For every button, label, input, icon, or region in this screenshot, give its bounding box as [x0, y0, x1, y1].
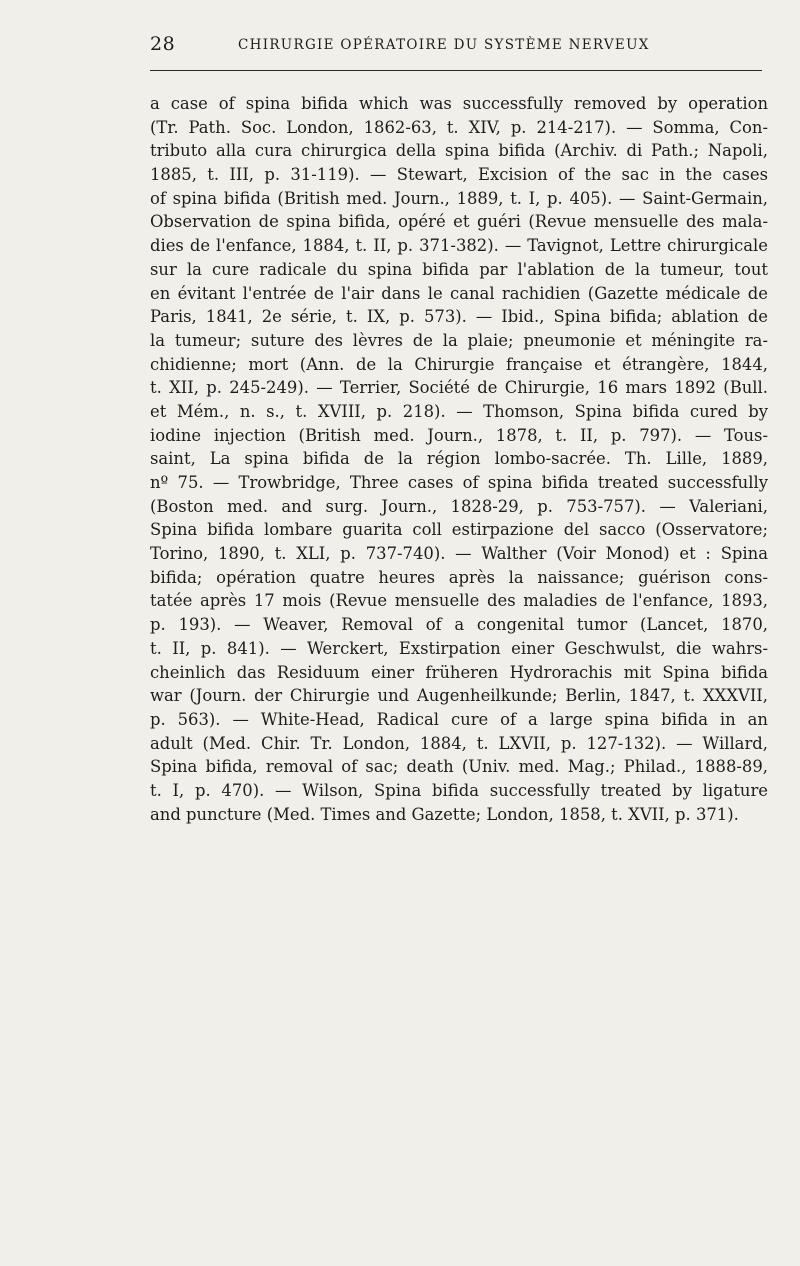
text-line: of spina bifida (British med. Journ., 1889, t. I, p. 405). — Saint-Germain, — [150, 188, 768, 208]
text-line: Paris, 1841, 2e série, t. IX, p. 573). — Ibid., Spina bifida; ablation de — [150, 307, 768, 327]
text-line: dies de l'enfance, 1884, t. II, p. 371-382). — Tavignot, Lettre chirurgicale — [150, 236, 768, 256]
running-title: CHIRURGIE OPÉRATOIRE DU SYSTÈME NERVEUX — [238, 37, 650, 53]
text-line: la tumeur; suture des lèvres de la plaie; pneumonie et méningite ra- — [150, 330, 768, 350]
text-line: 1885, t. III, p. 31-119). — Stewart, Excision of the sac in the cases — [150, 165, 768, 185]
page-number: 28 — [150, 33, 176, 55]
text-line: en évitant l'entrée de l'air dans le canal rachidien (Gazette médicale de — [150, 283, 768, 303]
header-rule — [150, 70, 762, 71]
text-line: (Tr. Path. Soc. London, 1862-63, t. XIV, p. 214-217). — Somma, Con- — [150, 117, 768, 137]
bibliography-text — [150, 92, 768, 826]
text-line: bifida; opération quatre heures après la naissance; guérison cons- — [150, 567, 768, 587]
text-line: (Boston med. and surg. Journ., 1828-29, p. 753-757). — Valeriani, — [150, 496, 768, 516]
text-line: tatée après 17 mois (Revue mensuelle des maladies de l'enfance, 1893, — [150, 591, 768, 611]
text-line: p. 193). — Weaver, Removal of a congenital tumor (Lancet, 1870, — [150, 615, 768, 635]
text-line: Spina bifida lombare guarita coll estirpazione del sacco (Osservatore; — [150, 520, 768, 540]
text-line: war (Journ. der Chirurgie und Augenheilkunde; Berlin, 1847, t. XXXVII, — [150, 686, 768, 706]
text-line: a case of spina bifida which was successfully removed by operation — [150, 94, 768, 113]
text-line: adult (Med. Chir. Tr. London, 1884, t. LXVII, p. 127-132). — Willard, — [150, 733, 768, 753]
text-line: tributo alla cura chirurgica della spina bifida (Archiv. di Path.; Napoli, — [150, 141, 768, 161]
text-line: Observation de spina bifida, opéré et guéri (Revue mensuelle des mala- — [150, 212, 768, 232]
text-line: and puncture (Med. Times and Gazette; London, 1858, t. XVII, p. 371). — [150, 804, 739, 824]
page-header — [150, 32, 762, 56]
text-line: saint, La spina bifida de la région lombo-sacrée. Th. Lille, 1889, — [150, 449, 768, 469]
text-line: et Mém., n. s., t. XVIII, p. 218). — Thomson, Spina bifida cured by — [150, 401, 768, 421]
text-line: sur la cure radicale du spina bifida par l'ablation de la tumeur, tout — [150, 259, 768, 279]
text-line: t. XII, p. 245-249). — Terrier, Société de Chirurgie, 16 mars 1892 (Bull. — [150, 378, 768, 398]
text-line: t. I, p. 470). — Wilson, Spina bifida successfully treated by ligature — [150, 780, 768, 800]
text-line: chidienne; mort (Ann. de la Chirurgie française et étrangère, 1844, — [150, 354, 768, 374]
text-line: Spina bifida, removal of sac; death (Univ. med. Mag.; Philad., 1888-89, — [150, 757, 768, 777]
text-line: cheinlich das Residuum einer früheren Hydrorachis mit Spina bifida — [150, 662, 768, 682]
text-line: p. 563). — White-Head, Radical cure of a large spina bifida in an — [150, 709, 768, 729]
text-line: iodine injection (British med. Journ., 1878, t. II, p. 797). — Tous- — [150, 425, 768, 445]
text-line: Torino, 1890, t. XLI, p. 737-740). — Walther (Voir Monod) et : Spina — [150, 544, 768, 564]
text-line: nº 75. — Trowbridge, Three cases of spina bifida treated successfully — [150, 473, 768, 492]
text-line: t. II, p. 841). — Werckert, Exstirpation einer Geschwulst, die wahrs- — [150, 638, 768, 658]
